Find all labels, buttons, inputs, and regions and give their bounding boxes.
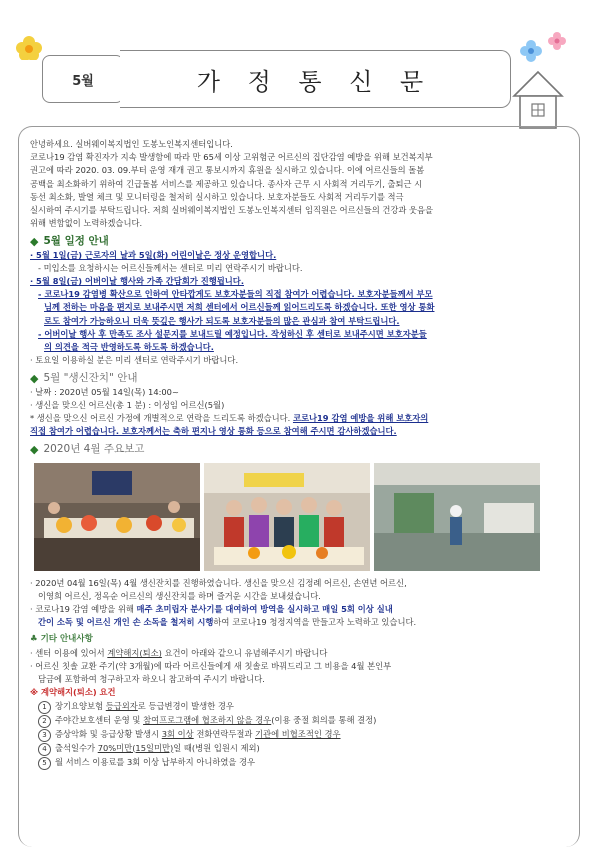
newsletter-body xyxy=(30,138,570,770)
birthday-line: · 생신을 맞으신 어르신(총 1 분) : 이성임 어르신(5월) xyxy=(30,399,225,410)
diamond-icon: ◆ xyxy=(30,235,39,249)
intro-line: 권고에 따라 2020. 03. 09.부터 운영 재개 권고 통보시까지 휴원을 실시하고 있습니다. 이에 어르신들의 돌봄 xyxy=(30,165,425,176)
schedule-line: 의 의견을 적극 반영하도록 하도록 하겠습니다. xyxy=(44,342,214,353)
flower-icon xyxy=(14,34,44,60)
flower-icon xyxy=(548,32,566,50)
birthday-note: * 생신을 맞으신 어르신 가정에 개별적으로 연락을 드리도록 하겠습니다. 코로나19 감염 예방을 위해 보호자의 xyxy=(30,413,429,424)
schedule-line: · 5월 1일(금) 근로자의 날과 5일(화) 어린이날은 정상 운영합니다. xyxy=(30,249,277,260)
report-line: 간이 소독 및 어르신 개인 손 소독을 철저히 시행하여 코로나19 청정지역을 만들고자 노력하고 있습니다. xyxy=(38,617,417,628)
report-line: 이영희 어르신, 정옥순 어르신의 생신잔치를 하며 즐거운 시간을 보내셨습니다. xyxy=(38,590,321,601)
report-line: · 2020년 04월 16일(목) 4월 생신잔치를 진행하였습니다. 생신을 맞으신 김정례 어르신, 손연년 어르신, xyxy=(30,577,407,588)
house-icon xyxy=(510,68,566,130)
diamond-icon: ◆ xyxy=(30,372,39,386)
header xyxy=(0,0,600,135)
photo-row xyxy=(34,463,570,571)
section-heading: ◆ 2020년 4월 주요보고 xyxy=(30,443,145,457)
termination-item: 2 주야간보호센터 운영 및 참여프로그램에 협조하지 않을 경우(이용 중절 회의를 통해 결정) xyxy=(30,714,570,728)
section-heading: ◆ 5월 "생신잔치" 안내 xyxy=(30,372,138,386)
schedule-line: · 토요일 이용하실 분은 미리 센터로 연락주시기 바랍니다. xyxy=(30,355,239,366)
month-label: 5월 xyxy=(42,55,124,103)
title-box xyxy=(120,50,511,108)
notice-line: · 어르신 칫솔 교환 주기(약 3개월)에 따라 어르신들에게 새 칫솔로 바꿔드리고 그 비용을 4월 본인부 xyxy=(30,660,392,671)
intro-text xyxy=(30,138,570,230)
intro-line: 코로나19 감염 확진자가 지속 발생함에 따라 만 65세 이상 고위험군 어르신의 집단감염 예방을 위해 보건복지부 xyxy=(30,152,433,163)
birthday-party-photo xyxy=(34,463,200,571)
report-line: · 코로나19 감염 예방을 위해 매주 초미립자 분사기를 대여하여 방역을 실시하고 매일 5회 이상 실내 xyxy=(30,604,393,615)
birthday-line: · 날짜 : 2020년 05월 14일(목) 14:00~ xyxy=(30,386,179,397)
intro-line: 안녕하세요. 실버웨이복지법인 도봉노인복지센터입니다. xyxy=(30,139,233,149)
intro-line: 동선 최소화, 발열 체크 및 모니터링을 철저히 실시하고 있습니다. 보호자분들도 사회적 거리두기를 적극 xyxy=(30,191,404,202)
schedule-line: 님께 전하는 마음을 편지로 보내주시면 저희 센터에서 어르신들께 읽어드리도록 하겠습니다. 또한 영상 통화 xyxy=(44,302,435,313)
schedule-line: 로도 참여가 가능하오니 더욱 뜻깊은 행사가 되도록 보호자분들의 많은 관심과 참여 부탁드립니다. xyxy=(44,315,400,326)
disinfection-photo xyxy=(374,463,540,571)
section-heading: ◆ 5월 일정 안내 xyxy=(30,235,109,249)
group-photo xyxy=(204,463,370,571)
schedule-line: - 미입소를 요청하시는 어르신들께서는 센터로 미리 연락주시기 바랍니다. xyxy=(38,262,303,273)
schedule-line: - 코로나19 감염병 확산으로 인하여 안타깝게도 보호자분들의 직접 참여가 어렵습니다. 보호자분들께서 부모 xyxy=(38,289,433,300)
flower-icon xyxy=(520,40,542,62)
diamond-icon: ◆ xyxy=(30,443,39,457)
birthday-note: 직접 참여가 어렵습니다. 보호자께서는 축하 편지나 영상 통화 등으로 참여해 주시면 감사하겠습니다. xyxy=(30,426,397,437)
termination-heading: ※ 계약해지(퇴소) 요건 xyxy=(30,687,116,698)
page-title: 가 정 통 신 문 xyxy=(196,67,434,96)
club-icon: ♣ xyxy=(30,634,41,645)
intro-line: 실시하여 주시기를 부탁드립니다. 저희 실버웨이복지법인 도봉노인복지센터 임직원은 어르신들의 건강과 웃음을 xyxy=(30,205,434,216)
notice-line: 담금에 포함하여 청구하고자 하오니 참고하여 주시기 바랍니다. xyxy=(38,674,265,685)
termination-item: 4 출석일수가 70%미만(15일미만)일 때(병원 입원시 제외) xyxy=(30,742,570,756)
termination-item: 3 증상악화 및 응급상황 발생시 3회 이상 전화연락두절과 기관에 비협조적인 경우 xyxy=(30,728,570,742)
intro-line: 공백을 최소화하기 위하여 긴급돌봄 서비스를 제공하고 있습니다. 종사자 근무 시 사회적 거리두기, 출퇴근 시 xyxy=(30,178,423,189)
termination-item: 1 장기요양보험 등급외자로 등급변경이 발생한 경우 xyxy=(30,700,570,714)
schedule-line: · 5월 8일(금) 어버이날 행사와 가족 간담회가 진행됩니다. xyxy=(30,276,244,287)
intro-line: 위해 변함없이 노력하겠습니다. xyxy=(30,218,143,229)
notice-line: · 센터 이용에 있어서 계약해지(퇴소) 요건이 아래와 같으니 유념해주시기 바랍니다 xyxy=(30,647,328,658)
subsection-heading: ♣ 기타 안내사항 xyxy=(30,634,93,645)
schedule-line: - 어버이날 행사 후 만족도 조사 설문지를 보내드릴 예정입니다. 작성하신 후 센터로 보내주시면 보호자분들 xyxy=(38,328,427,339)
termination-item: 5 월 서비스 이용료를 3회 이상 납부하지 아니하였을 경우 xyxy=(30,756,570,770)
